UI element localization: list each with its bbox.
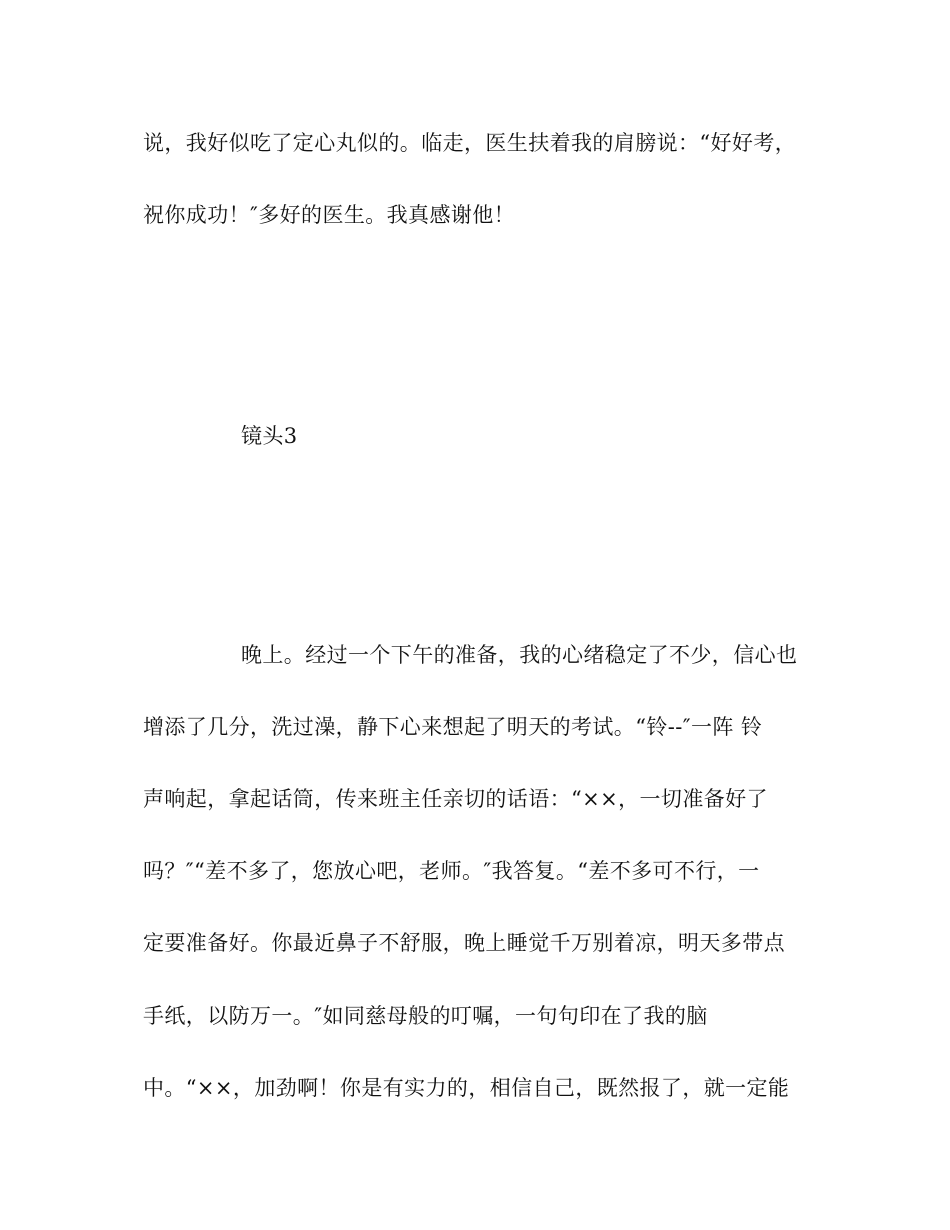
section-heading: 镜头3 <box>241 424 298 448</box>
paragraph-line: 晚上。经过一个下午的准备，我的心绪稳定了不少，信心也 <box>241 643 798 667</box>
paragraph-line: 定要准备好。你最近鼻子不舒服，晚上睡觉千万别着凉，明天多带点 <box>143 931 785 955</box>
paragraph-line: 中。“××，加劲啊！你是有实力的，相信自己，既然报了，就一定能 <box>143 1076 790 1100</box>
paragraph-line: 说，我好似吃了定心丸似的。临走，医生扶着我的肩膀说：“好好考， <box>143 131 797 155</box>
paragraph-line: 吗？″“差不多了，您放心吧，老师。″我答复。“差不多可不行，一 <box>143 859 760 883</box>
paragraph-line: 手纸，以防万一。″如同慈母般的叮嘱，一句句印在了我的脑 <box>143 1004 708 1028</box>
paragraph-line: 声响起，拿起话筒，传来班主任亲切的话语：“××，一切准备好了 <box>143 787 768 811</box>
paragraph-line: 祝你成功！″多好的医生。我真感谢他！ <box>143 203 516 227</box>
paragraph-line: 增添了几分，洗过澡，静下心来想起了明天的考试。“铃--″一阵 铃 <box>143 715 763 739</box>
